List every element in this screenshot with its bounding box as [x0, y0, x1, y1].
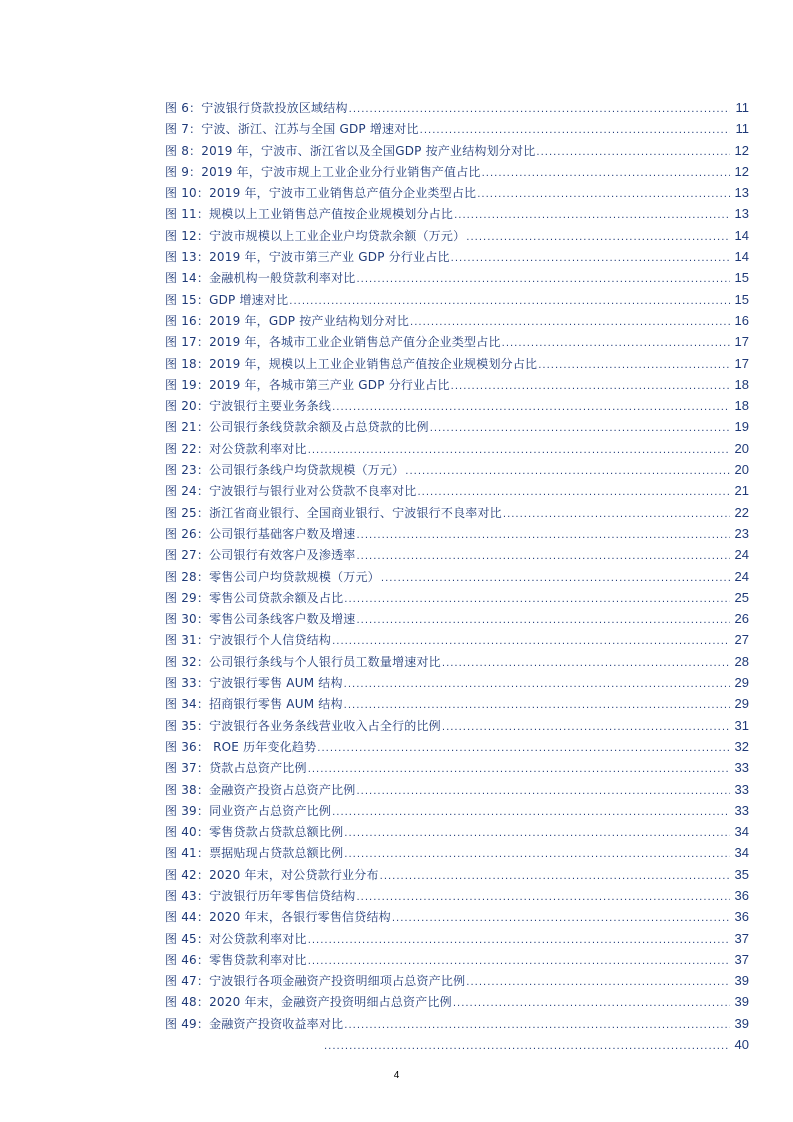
- toc-entry-page: 39: [734, 994, 749, 1010]
- toc-entry-page: 11: [735, 100, 749, 115]
- toc-entry-page: 13: [734, 206, 749, 222]
- toc-entry-label: 图 7：宁波、浙江、江苏与全国 GDP 增速对比: [165, 122, 419, 137]
- toc-entry[interactable]: [165, 523, 749, 544]
- toc-entry-page: 26: [734, 611, 749, 627]
- toc-entry[interactable]: [165, 800, 749, 821]
- toc-dot-leader: [357, 610, 731, 631]
- toc-entry[interactable]: [165, 672, 749, 693]
- toc-entry-label: 图 45：对公贷款利率对比: [165, 931, 307, 946]
- toc-entry-page: 29: [734, 675, 749, 691]
- toc-entry[interactable]: [165, 587, 749, 608]
- toc-entry[interactable]: [165, 949, 749, 970]
- toc-dot-leader: [289, 291, 730, 312]
- toc-entry-label: 图 44：2020 年末，各银行零售信贷结构: [165, 910, 391, 925]
- toc-dot-leader: [503, 504, 730, 525]
- toc-entry-page: 28: [734, 653, 749, 669]
- toc-entry[interactable]: [165, 970, 749, 991]
- toc-dot-leader: [344, 1015, 730, 1036]
- toc-entry-page: 36: [734, 909, 749, 925]
- toc-dot-leader: [357, 781, 731, 802]
- toc-dot-leader: [344, 695, 730, 716]
- toc-entry[interactable]: [165, 715, 749, 736]
- toc-entry[interactable]: [165, 928, 749, 949]
- toc-entry[interactable]: [165, 991, 749, 1012]
- toc-entry[interactable]: [165, 821, 749, 842]
- toc-entry-label: 图 42：2020 年末，对公贷款行业分布: [165, 867, 379, 882]
- toc-entry-label: 图 46：零售贷款利率对比: [165, 952, 307, 967]
- toc-entry-page: 27: [734, 632, 749, 648]
- toc-entry-page: 20: [734, 462, 749, 478]
- toc-entry-label: 图 40：零售贷款占贷款总额比例: [165, 825, 344, 840]
- toc-entry[interactable]: [165, 395, 749, 416]
- toc-dot-leader: [454, 205, 730, 226]
- toc-dot-leader: [344, 844, 730, 865]
- toc-dot-leader: [308, 759, 730, 780]
- toc-entry-label: 图 21：公司银行条线贷款余额及占总贷款的比例: [165, 420, 429, 435]
- toc-entry-page: 13: [734, 185, 749, 201]
- toc-entry[interactable]: [165, 353, 749, 374]
- toc-entry-label: 图 9：2019 年，宁波市规上工业企业分行业销售产值占比: [165, 164, 481, 179]
- toc-entry-label: 图 20：宁波银行主要业务条线: [165, 399, 332, 414]
- toc-entry[interactable]: [165, 331, 749, 352]
- toc-entry[interactable]: [165, 502, 749, 523]
- toc-entry-label: 图 27：公司银行有效客户及渗透率: [165, 548, 356, 563]
- toc-entry[interactable]: [165, 438, 749, 459]
- toc-dot-leader: [442, 653, 730, 674]
- toc-entry-label: 图 31：宁波银行个人信贷结构: [165, 633, 332, 648]
- toc-entry-label: 图 34：招商银行零售 AUM 结构: [165, 697, 343, 712]
- toc-entry-label: 图 32：公司银行条线与个人银行员工数量增速对比: [165, 654, 441, 669]
- toc-dot-leader: [405, 461, 730, 482]
- toc-entry-label: 图 25：浙江省商业银行、全国商业银行、宁波银行不良率对比: [165, 505, 502, 520]
- toc-entry-page: 34: [734, 824, 749, 840]
- toc-entry-label: 图 39：同业资产占总资产比例: [165, 803, 332, 818]
- toc-entry[interactable]: [165, 459, 749, 480]
- toc-entry[interactable]: [165, 885, 749, 906]
- toc-entry-page: 18: [734, 376, 749, 392]
- toc-dot-leader: [332, 802, 730, 823]
- toc-entry-page: 40: [734, 1037, 749, 1053]
- toc-entry[interactable]: [165, 779, 749, 800]
- toc-dot-leader: [410, 312, 730, 333]
- toc-dot-leader: [317, 738, 730, 759]
- toc-entry-page: 12: [734, 142, 749, 158]
- toc-dot-leader: [536, 142, 730, 163]
- toc-entry-label: 图 48：2020 年末，金融资产投资明细占总资产比例: [165, 995, 452, 1010]
- toc-entry[interactable]: [165, 267, 749, 288]
- toc-entry[interactable]: [165, 416, 749, 437]
- toc-dot-leader: [418, 482, 731, 503]
- toc-dot-leader: [332, 397, 730, 418]
- toc-entry-label: 图 26：公司银行基础客户数及增速: [165, 526, 356, 541]
- toc-entry-label: 图 47：宁波银行各项金融资产投资明细项占总资产比例: [165, 974, 466, 989]
- toc-entry-label: 图 18：2019 年，规模以上工业企业销售总产值按企业规模划分占比: [165, 356, 538, 371]
- toc-entry-label: 图 10：2019 年，宁波市工业销售总产值分企业类型占比: [165, 186, 477, 201]
- toc-entry-page: 39: [734, 973, 749, 989]
- toc-dot-leader: [451, 248, 730, 269]
- toc-entry-label: 图 14：金融机构一般贷款利率对比: [165, 271, 356, 286]
- toc-entry-label: 图 35：宁波银行各业务条线营业收入占全行的比例: [165, 718, 441, 733]
- toc-entry-page: 14: [734, 227, 749, 243]
- toc-entry-label: 图 13：2019 年，宁波市第三产业 GDP 分行业占比: [165, 250, 450, 265]
- toc-entry[interactable]: [165, 246, 749, 267]
- toc-entry-label: 图 43：宁波银行历年零售信贷结构: [165, 888, 356, 903]
- toc-entry-page: 25: [734, 589, 749, 605]
- toc-entry[interactable]: [165, 864, 749, 885]
- toc-entry-page: 34: [734, 845, 749, 861]
- toc-entry[interactable]: [165, 736, 749, 757]
- toc-dot-leader: [453, 993, 730, 1014]
- toc-dot-leader: [380, 866, 730, 887]
- toc-dot-leader: [344, 674, 730, 695]
- toc-entry-label: 图 6：宁波银行贷款投放区域结构: [165, 101, 348, 115]
- toc-entry-page: 32: [734, 738, 749, 754]
- toc-entry-label: 图 28：零售公司户均贷款规模（万元）: [165, 569, 380, 584]
- toc-entry-page: 35: [734, 866, 749, 882]
- toc-dot-leader: [357, 546, 731, 567]
- toc-entry-label: 图 29：零售公司贷款余额及占比: [165, 590, 344, 605]
- toc-entry-label: 图 30：零售公司条线客户数及增速: [165, 612, 356, 627]
- toc-entry-label: 图 49：金融资产投资收益率对比: [165, 1016, 344, 1031]
- toc-dot-leader: [308, 440, 730, 461]
- toc-entry-label: 图 15：GDP 增速对比: [165, 292, 289, 307]
- toc-entry-page: 33: [734, 781, 749, 797]
- toc-entry[interactable]: [165, 289, 749, 310]
- toc-entry-page: 14: [734, 249, 749, 265]
- toc-entry-label: 图 37：贷款占总资产比例: [165, 761, 307, 776]
- toc-entry-page: 11: [735, 121, 749, 137]
- toc-entry-page: 33: [734, 802, 749, 818]
- toc-entry-label: 图 19：2019 年，各城市第三产业 GDP 分行业占比: [165, 377, 450, 392]
- toc-entry-label: 图 8：2019 年，宁波市、浙江省以及全国GDP 按产业结构划分对比: [165, 143, 536, 158]
- toc-entry-page: 24: [734, 547, 749, 563]
- toc-entry[interactable]: [165, 566, 749, 587]
- toc-entry-page: 15: [734, 291, 749, 307]
- toc-entry-page: 33: [734, 760, 749, 776]
- toc-entry-page: 29: [734, 696, 749, 712]
- toc-entry[interactable]: [165, 629, 749, 650]
- toc-entry-page: 12: [734, 163, 749, 179]
- toc-entry-page: 22: [734, 504, 749, 520]
- toc-dot-leader: [344, 823, 730, 844]
- toc-entry-page: 23: [734, 525, 749, 541]
- toc-entry-label: 图 11：规模以上工业销售总产值按企业规模划分占比: [165, 207, 454, 222]
- toc-dot-leader: [482, 163, 730, 184]
- toc-entry[interactable]: [165, 225, 749, 246]
- table-of-figures: [165, 97, 749, 1055]
- toc-entry-page: 17: [734, 355, 749, 371]
- toc-entry-label: 图 16：2019 年，GDP 按产业结构划分对比: [165, 313, 410, 328]
- toc-entry-page: 20: [734, 440, 749, 456]
- toc-entry[interactable]: [165, 693, 749, 714]
- toc-entry-label: 图 12：宁波市规模以上工业企业户均贷款余额（万元）: [165, 228, 466, 243]
- toc-dot-leader: [349, 99, 730, 120]
- toc-dot-leader: [357, 887, 731, 908]
- toc-entry[interactable]: [165, 1034, 749, 1055]
- toc-entry-page: 16: [734, 312, 749, 328]
- toc-dot-leader: [420, 120, 730, 141]
- toc-entry-page: 17: [734, 334, 749, 350]
- toc-entry-label: 图 41：票据贴现占贷款总额比例: [165, 846, 344, 861]
- toc-entry[interactable]: [165, 608, 749, 629]
- toc-dot-leader: [392, 908, 730, 929]
- toc-dot-leader: [502, 333, 730, 354]
- toc-entry-page: 19: [734, 419, 749, 435]
- toc-entry[interactable]: [165, 842, 749, 863]
- toc-entry[interactable]: [165, 97, 749, 118]
- toc-entry-page: 36: [734, 887, 749, 903]
- toc-entry-label: 图 33：宁波银行零售 AUM 结构: [165, 676, 343, 691]
- toc-dot-leader: [451, 376, 730, 397]
- toc-dot-leader: [442, 717, 730, 738]
- toc-entry-page: 15: [734, 270, 749, 286]
- toc-entry[interactable]: [165, 651, 749, 672]
- toc-dot-leader: [324, 1036, 730, 1057]
- toc-dot-leader: [477, 184, 730, 205]
- toc-entry-page: 37: [734, 930, 749, 946]
- toc-entry-label: 图 38：金融资产投资占总资产比例: [165, 782, 356, 797]
- toc-entry-page: 18: [734, 398, 749, 414]
- toc-dot-leader: [357, 269, 731, 290]
- toc-entry[interactable]: [165, 1013, 749, 1034]
- toc-dot-leader: [381, 568, 730, 589]
- toc-entry[interactable]: [165, 310, 749, 331]
- toc-entry[interactable]: [165, 140, 749, 161]
- toc-dot-leader: [430, 418, 730, 439]
- toc-dot-leader: [308, 951, 730, 972]
- toc-entry[interactable]: [165, 757, 749, 778]
- toc-dot-leader: [308, 930, 730, 951]
- toc-entry[interactable]: [165, 118, 749, 139]
- toc-entry[interactable]: [165, 203, 749, 224]
- page-number: 4: [393, 1070, 400, 1081]
- toc-entry-page: 39: [734, 1015, 749, 1031]
- toc-dot-leader: [466, 227, 730, 248]
- toc-entry[interactable]: [165, 480, 749, 501]
- toc-dot-leader: [357, 525, 731, 546]
- toc-entry-page: 37: [734, 951, 749, 967]
- toc-dot-leader: [332, 631, 730, 652]
- toc-entry[interactable]: [165, 161, 749, 182]
- toc-entry-page: 21: [734, 483, 749, 499]
- toc-entry[interactable]: [165, 544, 749, 565]
- toc-entry-label: 图 24：宁波银行与银行业对公贷款不良率对比: [165, 484, 417, 499]
- toc-entry-label: 图 23：公司银行条线户均贷款规模（万元）: [165, 463, 405, 478]
- toc-entry-page: 31: [734, 717, 749, 733]
- toc-dot-leader: [344, 589, 730, 610]
- toc-entry-page: 24: [734, 568, 749, 584]
- toc-dot-leader: [466, 972, 730, 993]
- toc-entry[interactable]: [165, 906, 749, 927]
- toc-entry[interactable]: [165, 374, 749, 395]
- toc-dot-leader: [538, 355, 730, 376]
- toc-entry-label: 图 22：对公贷款利率对比: [165, 441, 307, 456]
- toc-entry-label: 图 36： ROE 历年变化趋势: [165, 739, 317, 754]
- toc-entry[interactable]: [165, 182, 749, 203]
- toc-entry-label: 图 17：2019 年，各城市工业企业销售总产值分企业类型占比: [165, 335, 501, 350]
